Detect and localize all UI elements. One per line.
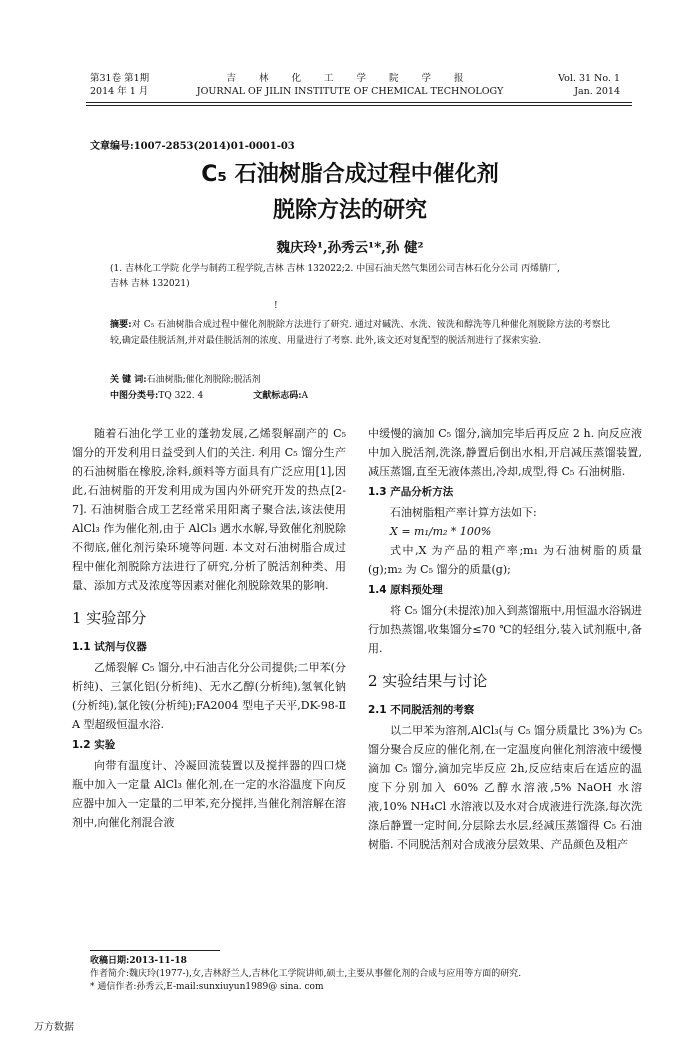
article-number: 文章编号:1007-2853(2014)01-0001-03: [90, 141, 295, 152]
section-1-1-heading: 1.1 试剂与仪器: [72, 641, 147, 653]
yield-formula: X = m₁/m₂ * 100%: [390, 525, 492, 538]
abstract: [110, 318, 610, 349]
section-1-4-heading: 1.4 原料预处理: [368, 584, 443, 596]
classification-label: 中图分类号:: [110, 391, 159, 401]
section-1-heading: 1 实验部分: [72, 609, 147, 627]
stray-mark: !: [274, 301, 278, 311]
intro-paragraph: 随着石油化学工业的蓬勃发展,乙烯裂解副产的 C₅ 馏分的开发利用日益受到人们的关注. 利用 C₅ 馏分生产的石油树脂在橡胶,涂料,颜料等方面具有广泛应用[1],因此,石油树脂的开发利用成为国内外研究开发的热点[2-7]. 石油树脂合成工艺经常采用阳离子聚合法,该法使用 AlCl₃ 作为催化剂,由于 AlCl₃ 遇水水解,导致催化剂脱除不彻底,催化剂污染环境等问题. 本文对石油树脂合成过程中催化剂脱除方法进行了研究,分析了脱活剂种类、用量、添加方式及浓度等因素对催化剂脱除效果的影响.: [72, 427, 346, 592]
section-1-4-text: 将 C₅ 馏分(未提浓)加入到蒸馏瓶中,用恒温水浴锅进行加热蒸馏,收集馏分≤70 ℃的轻组分,装入试剂瓶中,备用.: [368, 604, 642, 655]
keywords-text: 石油树脂;催化剂脱除;脱活剂: [146, 375, 261, 385]
journal-name-cn: 吉 林 化 工 学 院 学 报: [226, 73, 474, 84]
continued-paragraph: 中缓慢的滴加 C₅ 馏分,滴加完毕后再反应 2 h. 向反应液中加入脱活剂,洗涤,静置后倒出水相,开启减压蒸馏装置,减压蒸馏,直至无液体蒸出,冷却,成型,得 C₅ 石油树脂.: [368, 427, 642, 478]
author-bio: 作者简介:魏庆玲(1977-),女,吉林舒兰人,吉林化工学院讲师,硕士,主要从事催化剂的合成与应用等方面的研究.: [90, 969, 522, 979]
affiliations: [110, 262, 616, 292]
footnote: [90, 955, 630, 994]
journal-volume-info-en: [558, 72, 620, 98]
left-column: [72, 424, 346, 832]
paper-title-line1: C₅ 石油树脂合成过程中催化剂: [201, 162, 499, 187]
keywords-line: [110, 372, 610, 388]
corresponding-author: * 通信作者:孙秀云,E-mail:sunxiuyun1989@ sina. com: [90, 982, 324, 992]
authors: 魏庆玲¹,孙秀云¹*,孙 健²: [276, 240, 424, 256]
header-rule-bottom: [86, 105, 632, 106]
watermark: 万方数据: [34, 1022, 74, 1033]
keywords-label: 关 键 词:: [110, 375, 147, 385]
section-1-2-heading: 1.2 实验: [72, 739, 116, 751]
right-column: [368, 424, 642, 854]
volume-issue-en: Vol. 31 No. 1: [558, 73, 620, 84]
footnote-rule: [90, 950, 220, 951]
classification-line: [110, 388, 610, 404]
doc-code: A: [301, 391, 309, 401]
keywords-block: [110, 372, 610, 404]
abstract-text: 对 C₅ 石油树脂合成过程中催化剂脱除方法进行了研究. 通过对碱洗、水洗、铵洗和醇洗等几种催化剂脱除方法的考察比较,确定最佳脱活剂,并对最佳脱活剂的浓度、用量进行了考察. 此外,该文还对复配型的脱活剂进行了探索实验.: [110, 320, 610, 346]
affiliation-line2: 吉林 吉林 132021): [110, 279, 190, 289]
classification-code: TQ 322. 4: [158, 391, 204, 401]
section-2-1-heading: 2.1 不同脱活剂的考察: [368, 704, 475, 716]
section-2-1-text: 以二甲苯为溶剂,AlCl₃(与 C₅ 馏分质量比 3%)为 C₅ 馏分聚合反应的催化剂,在一定温度向催化剂溶液中缓慢滴加 C₅ 馏分,滴加完毕反应 2h,反应结束后在适应的温度下分别加入 60% 乙醇水溶液,5% NaOH 水溶液,10% NH₄Cl 水溶液以及水对合成液进行洗涤,每次洗涤后静置一定时间,分层除去水层,经减压蒸馏得 C₅ 石油树脂. 不同脱活剂对合成液分层效果、产品颜色及粗产: [368, 724, 642, 851]
section-2-heading: 2 实验结果与讨论: [368, 672, 488, 690]
received-date: 收稿日期:2013-11-18: [90, 956, 187, 966]
abstract-label: 摘要:: [110, 320, 132, 330]
header-rule-top: [86, 102, 632, 103]
formula-note: 式中,X 为产品的粗产率;m₁ 为石油树脂的质量(g);m₂ 为 C₅ 馏分的质量(g);: [368, 544, 642, 576]
section-1-1-text: 乙烯裂解 C₅ 馏分,中石油吉化分公司提供;二甲苯(分析纯)、三氯化铝(分析纯)、无水乙醇(分析纯),氢氧化钠(分析纯),氯化铵(分析纯);FA2004 型电子天平,DK-98-Ⅱ A 型超级恒温水浴.: [72, 661, 346, 731]
section-1-3-text: 石油树脂粗产率计算方法如下:: [390, 506, 537, 519]
affiliation-line1: (1. 吉林化工学院 化学与制药工程学院,吉林 吉林 132022;2. 中国石油天然气集团公司吉林石化分公司 丙烯腈厂,: [110, 264, 560, 274]
publication-date: 2014 年 1 月: [90, 86, 149, 97]
journal-name-en: JOURNAL OF JILIN INSTITUTE OF CHEMICAL TECHNOLOGY: [196, 86, 504, 97]
section-1-2-text: 向带有温度计、冷凝回流装置以及搅拌器的四口烧瓶中加入一定量 AlCl₃ 催化剂,在一定的水浴温度下向反应器中加入一定量的二甲苯,充分搅拌,当催化剂溶解在溶剂中,向催化剂混合液: [72, 759, 346, 829]
doc-code-label: 文献标志码:: [253, 391, 302, 401]
paper-title-line2: 脱除方法的研究: [272, 198, 427, 223]
publication-date-en: Jan. 2014: [574, 86, 620, 97]
section-1-3-heading: 1.3 产品分析方法: [368, 486, 454, 498]
volume-issue: 第31卷 第1期: [90, 73, 150, 84]
